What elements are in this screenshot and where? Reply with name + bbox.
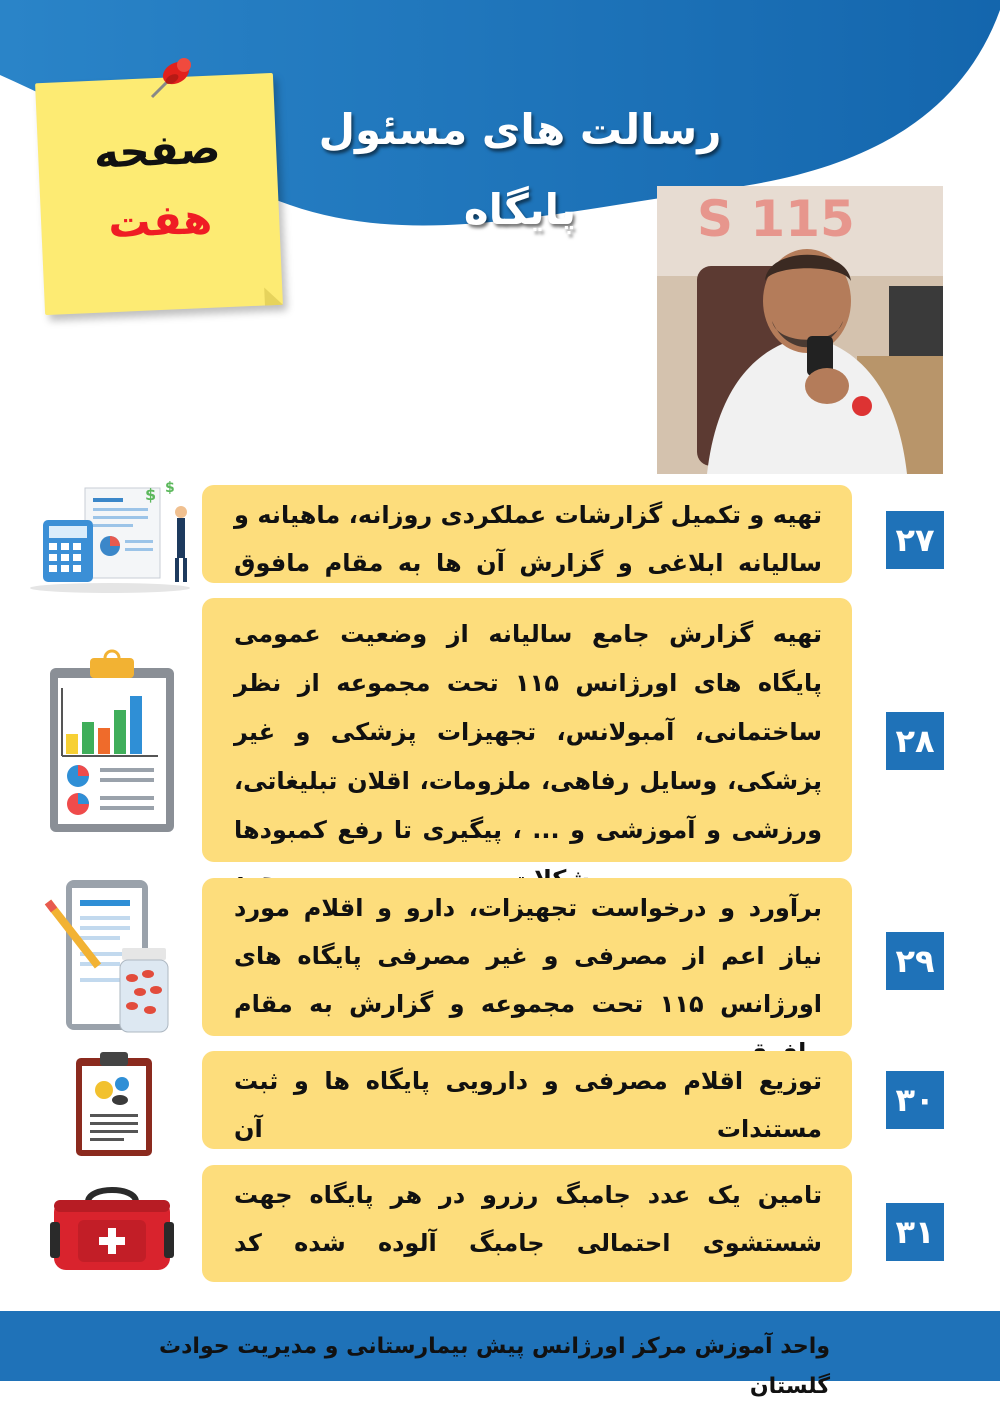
list-item — [202, 1165, 852, 1282]
item-text: توزیع اقلام مصرفی و دارویی پایگاه ها و ثبت مستندات آن — [234, 1067, 822, 1143]
medical-clipboard-icon — [74, 1048, 154, 1158]
item-text: برآورد و درخواست تجهیزات، دارو و اقلام مورد نیاز اعم از مصرفی و غیر مصرفی پایگاه های اورژانس ۱۱۵ تحت مجموعه و گزارش به مقام — [234, 894, 823, 1018]
finance-report-icon — [15, 478, 195, 596]
list-item — [202, 485, 852, 583]
item-number: ۳۱ — [886, 1203, 944, 1261]
staff-photo — [657, 186, 943, 474]
wall-sign-text: S 115 — [697, 190, 855, 248]
pushpin-icon — [140, 55, 200, 105]
footer-bar — [0, 1311, 1000, 1399]
prescription-pills-icon — [44, 878, 170, 1034]
item-text: تهیه گزارش جامع سالیانه از وضعیت عمومی پایگاه های اورژانس ۱۱۵ تحت مجموعه از نظر ساختمانی، آمبولانس، تجهیزات پزشکی و غیر پزشکی، وسایل رفاهی، ملزومات، اقلان تبلیغاتی، ورزشی و آموزشی و ... ، پیگیری تا رفع کمبودها — [234, 620, 822, 844]
list-item — [202, 878, 852, 1036]
page-title: رسالت های مسئول پایگاه — [318, 105, 722, 234]
note-fold — [264, 287, 283, 306]
page-number-note — [35, 73, 283, 315]
item-number: ۲۸ — [886, 712, 944, 770]
svg-text:$: $ — [145, 485, 157, 504]
item-text: تامین یک عدد جامبگ رزرو در هر پایگاه جهت شستشوی احتمالی جامبگ آلوده شده کد — [234, 1181, 822, 1257]
page-note-number: هفت — [107, 193, 214, 248]
item-number: ۲۹ — [886, 932, 944, 990]
page-note-label: صفحه — [92, 123, 222, 178]
list-item — [202, 1051, 852, 1149]
item-text: تهیه و تکمیل گزارشات عملکردی روزانه، ماهیانه و سالیانه ابلاغی و گزارش آن ها به مقام مافوق — [234, 501, 822, 577]
footer-text: واحد آموزش مرکز اورژانس پیش بیمارستانی و مدیریت حوادث گلستان — [159, 1334, 830, 1399]
medical-bag-icon — [48, 1182, 176, 1274]
svg-text:$: $ — [165, 480, 175, 496]
clipboard-chart-icon — [48, 648, 176, 834]
list-item — [202, 598, 852, 862]
item-number: ۳۰ — [886, 1071, 944, 1129]
radio-operator-illustration — [657, 186, 943, 474]
item-number: ۲۷ — [886, 511, 944, 569]
